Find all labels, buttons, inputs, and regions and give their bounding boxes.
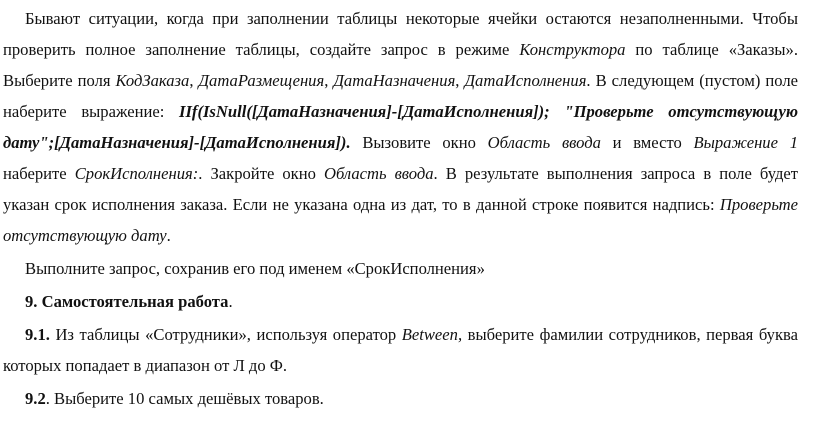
task-number: 9.2 xyxy=(25,389,46,408)
text: . В следующем (пустом) поле наберите выражение: xyxy=(3,71,798,121)
expression-code: IIf(IsNull([ДатаНазначения]-[ДатаИсполнения]); "Проверьте отсутствующую дату";[ДатаНазначения]-[ДатаИсполнения]). xyxy=(3,102,798,152)
section-heading xyxy=(3,284,798,317)
text: . Закройте окно xyxy=(198,164,324,183)
text: Бывают ситуации, когда при заполнении таблицы некоторые ячейки остаются незаполненными. Чтобы проверить полное заполнение таблицы, создайте запрос в режиме xyxy=(3,9,798,59)
text: выберите фамилии сотрудников, первая буква которых попадает в диапазон от Л до Ф. xyxy=(3,325,798,375)
text: , xyxy=(189,71,199,90)
paragraph-run-query: Выполните запрос, сохранив его под именем «СрокИсполнения» xyxy=(25,259,485,278)
expression-label: Выражение 1 xyxy=(693,133,798,152)
text: Вызовите окно xyxy=(350,133,488,152)
paragraph-instructions xyxy=(3,3,798,251)
text: . xyxy=(166,226,171,245)
text: и вместо xyxy=(600,133,694,152)
section-title: 9. Самостоятельная работа xyxy=(25,292,229,311)
field-alias: СрокИсполнения: xyxy=(74,164,199,183)
window-name: Область ввода xyxy=(487,133,601,152)
text: по таблице «Заказы». Выберите поля xyxy=(3,40,798,90)
text: . xyxy=(228,292,233,311)
task-number: 9.1. xyxy=(25,325,50,344)
task-9-1 xyxy=(3,317,798,381)
field-name: КодЗаказа xyxy=(115,71,190,90)
operator-name: Between, xyxy=(401,325,463,344)
message-text: Проверьте отсутствующую дату xyxy=(3,195,798,245)
field-name: ДатаНазначения xyxy=(333,71,456,90)
text: , xyxy=(324,71,334,90)
text: . Выберите 10 самых дешёвых товаров. xyxy=(45,389,324,408)
window-name: Область ввода xyxy=(323,164,434,183)
text: наберите xyxy=(3,164,75,183)
italic-term: Конструктора xyxy=(519,40,626,59)
text: . В результате выполнения запроса в поле будет указан срок исполнения заказа. Если не указана одна из дат, то в данной строке появится надпись: xyxy=(3,164,799,214)
text: Из таблицы «Сотрудники», используя оператор xyxy=(49,325,402,344)
field-name: ДатаИсполнения xyxy=(464,71,587,90)
text: , xyxy=(455,71,465,90)
task-9-2 xyxy=(3,381,798,414)
field-name: ДатаРазмещения xyxy=(198,71,325,90)
